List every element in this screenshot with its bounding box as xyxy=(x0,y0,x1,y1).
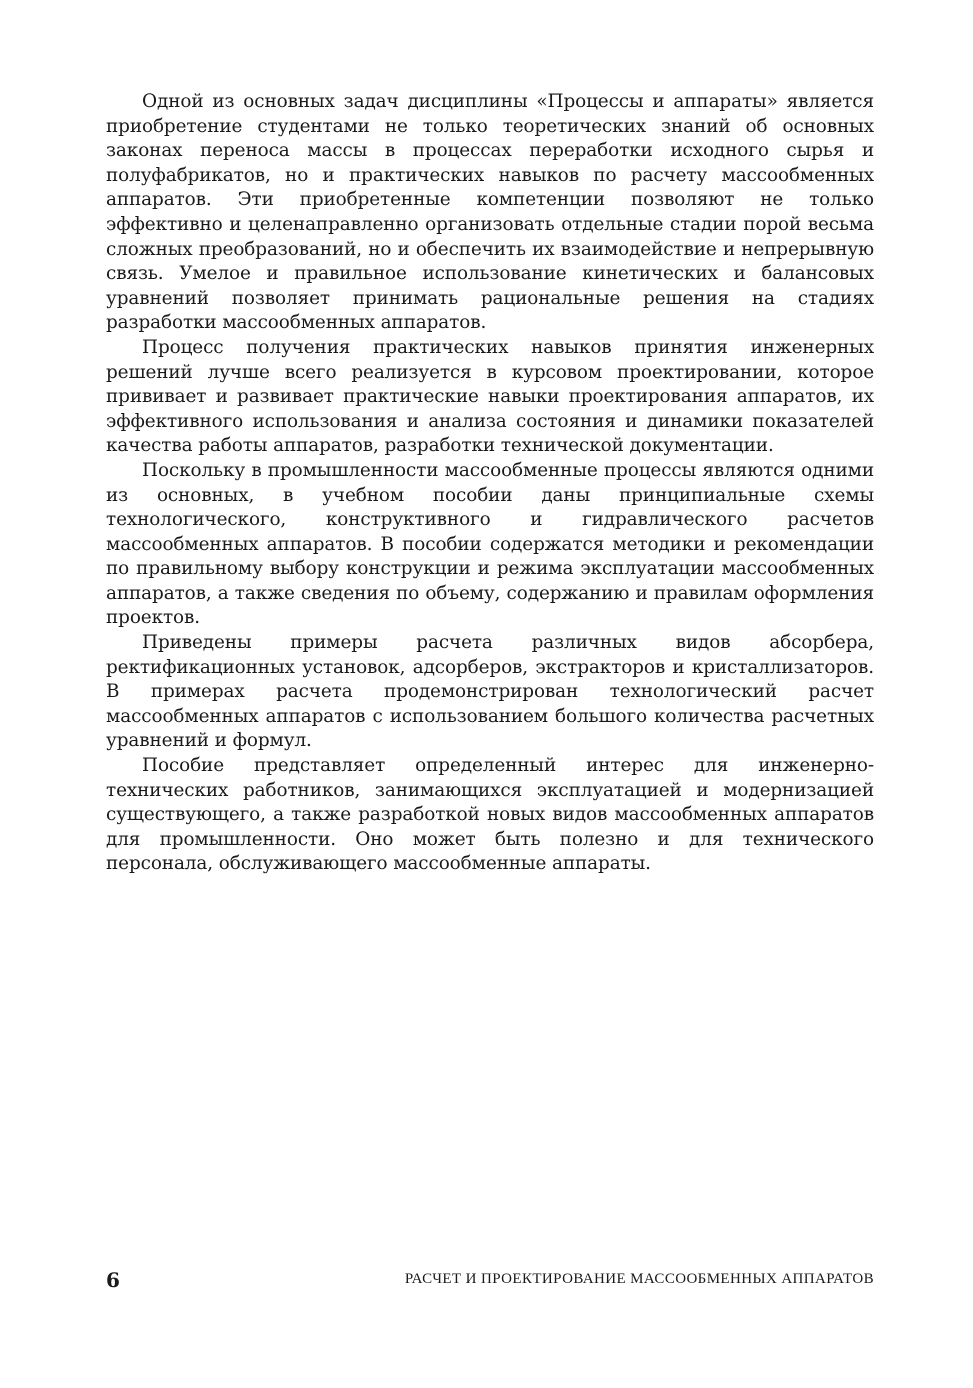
paragraph-intro: Одной из основных задач дисциплины «Процессы и аппараты» является приобретение студентами не только теоретических знаний об основных законах переноса массы в процессах переработки исходного сырья и полуфабрикатов, но и практических навыков по расчету массообменных аппаратов. Эти приобретенные компетенции позволяют не только эффективно и целенаправленно организовать отдельные стадии порой весьма сложных преобразований, но и обеспечить их взаимодействие и непрерывную связь. Умелое и правильное использование кинетических и балансовых уравнений позволяет принимать рациональные решения на стадиях разработки массообменных аппаратов. xyxy=(106,91,874,334)
paragraph-manual-contents: Поскольку в промышленности массообменные процессы являются одними из основных, в учебном пособии даны принципиальные схемы технологического, конструктивного и гидравлического расчетов массообменных аппаратов. В пособии содержатся методики и рекомендации по правильному выбору конструкции и режима эксплуатации массообменных аппаратов, а также сведения по объему, содержанию и правилам оформления проектов. xyxy=(106,459,874,629)
page-body xyxy=(106,90,874,877)
running-title: РАСЧЕТ И ПРОЕКТИРОВАНИЕ МАССООБМЕННЫХ АППАРАТОВ xyxy=(404,1271,874,1287)
page-number: 6 xyxy=(106,1268,120,1292)
paragraph-examples: Приведены примеры расчета различных видов абсорбера, ректификационных установок, адсорберов, экстракторов и кристаллизаторов. В примерах расчета продемонстрирован технологический расчет массообменных аппаратов с использованием большого количества расчетных уравнений и формул. xyxy=(106,632,874,752)
page-footer xyxy=(106,1268,874,1292)
paragraph-audience: Пособие представляет определенный интерес для инженерно-технических работников, занимающихся эксплуатацией и модернизацией существующего, а также разработкой новых видов массообменных аппаратов для промышленности. Оно может быть полезно и для технического персонала, обслуживающего массообменные аппараты. xyxy=(106,755,874,875)
paragraph-course-design: Процесс получения практических навыков принятия инженерных решений лучше всего реализуется в курсовом проектировании, которое прививает и развивает практические навыки проектирования аппаратов, их эффективного использования и анализа состояния и динамики показателей качества работы аппаратов, разработки технической документации. xyxy=(106,336,874,457)
